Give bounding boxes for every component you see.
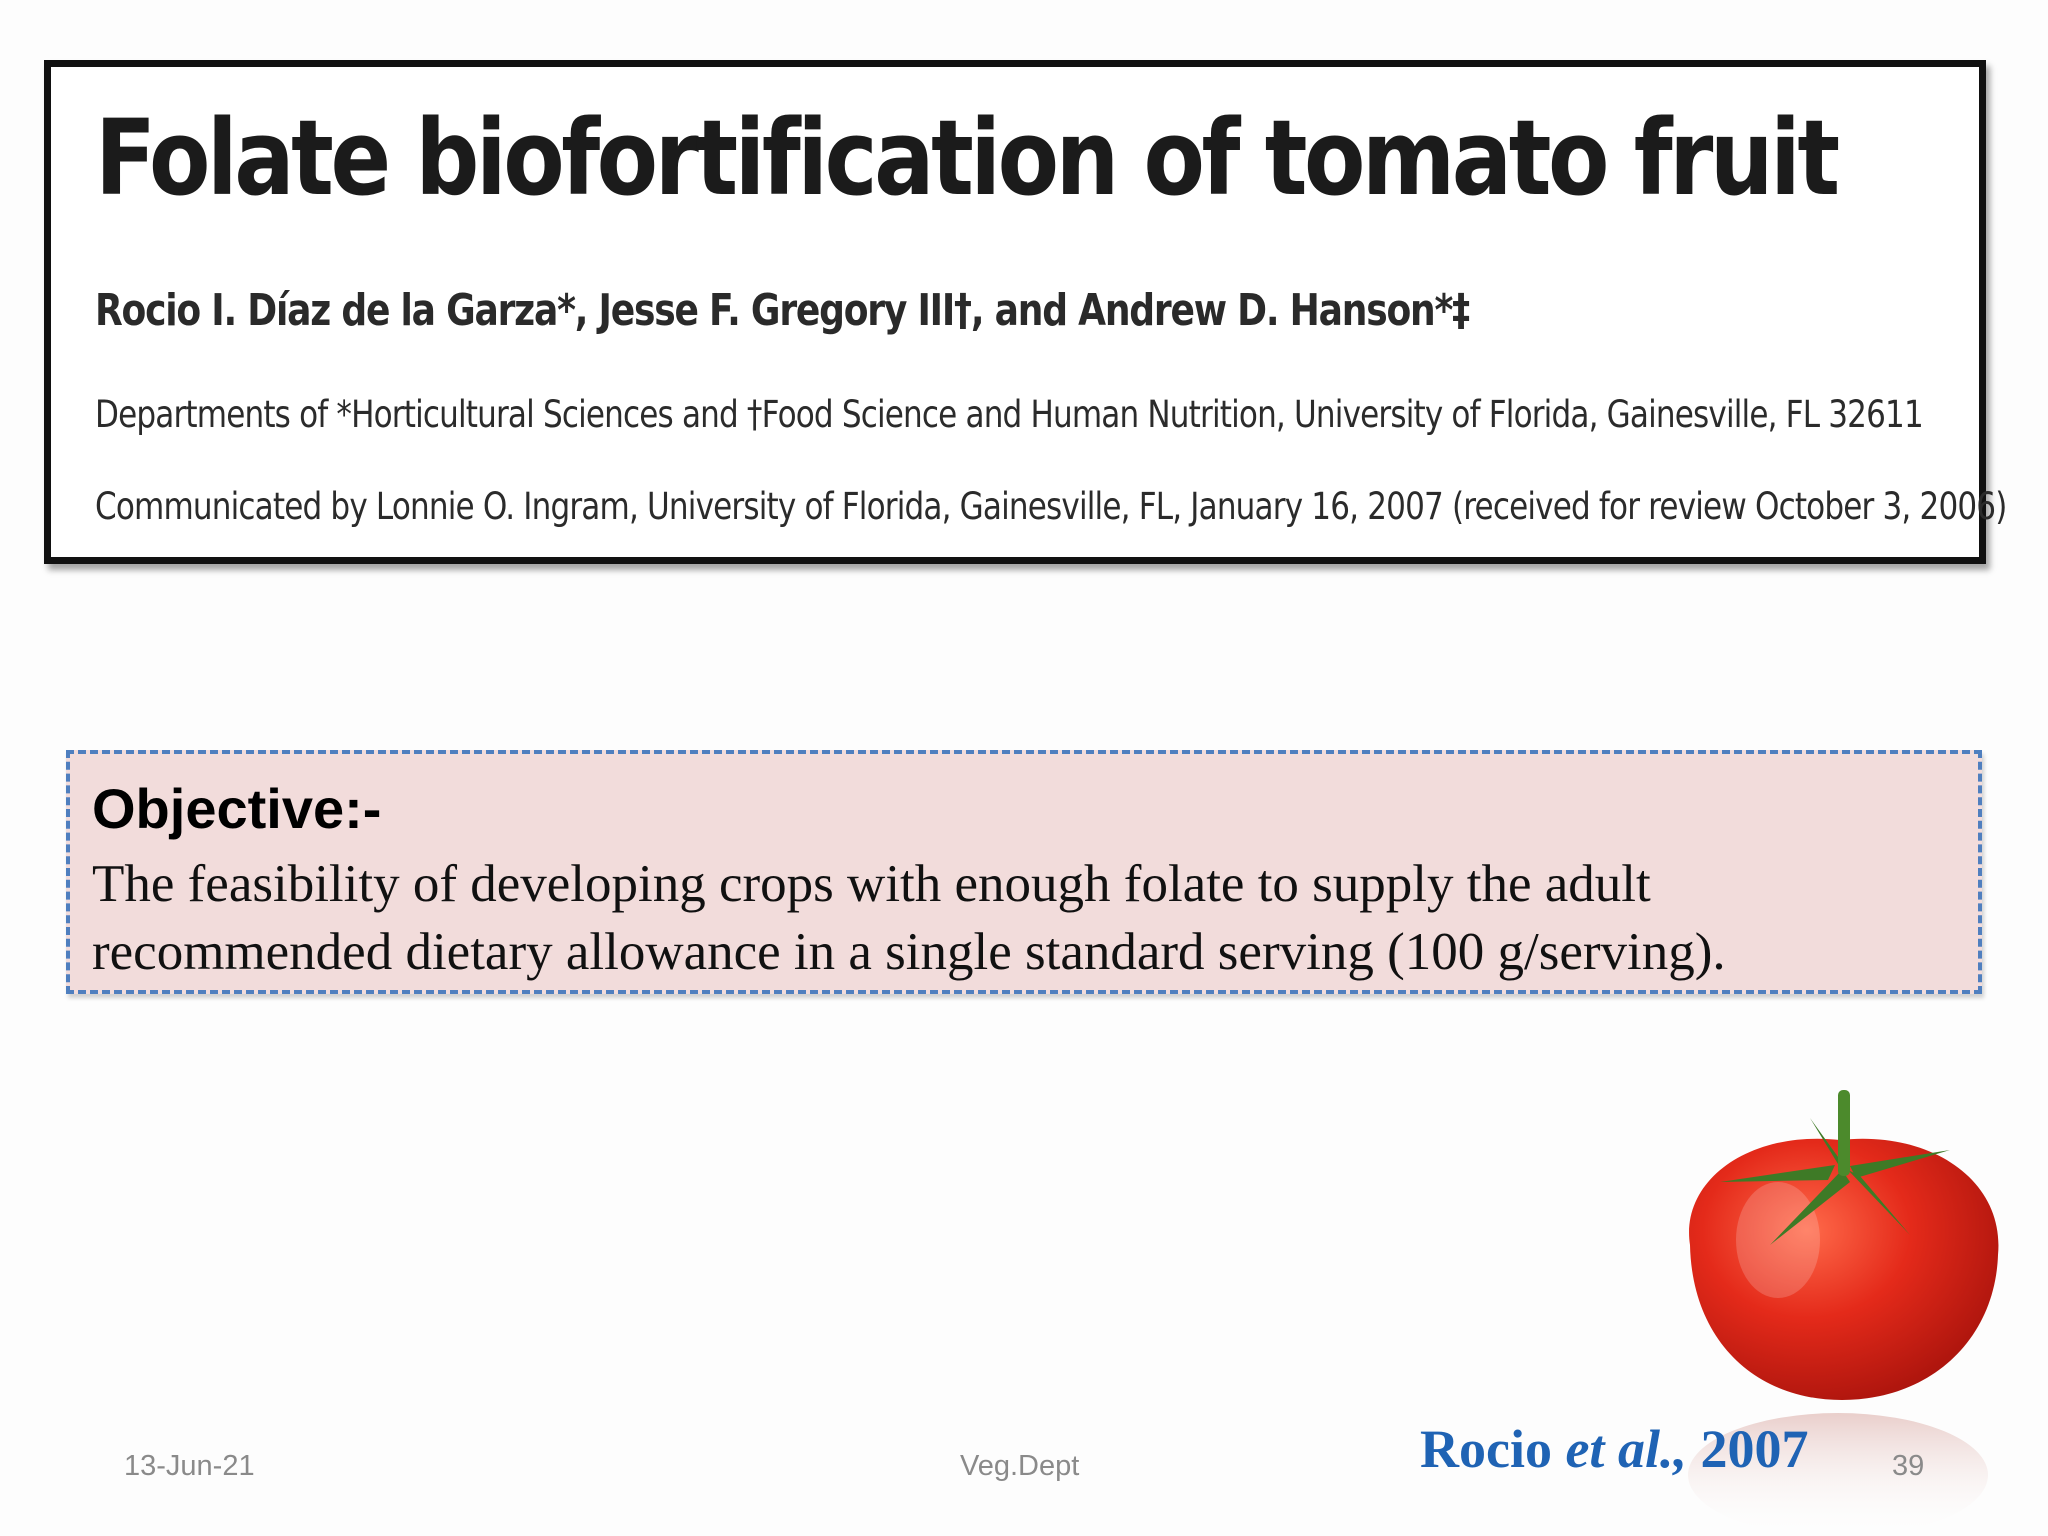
paper-header-box [44,60,2007,564]
paper-departments: Departments of *Horticultural Sciences and †Food Science and Human Nutrition, University of Florida, Gainesville, FL 32611 [95,393,1923,436]
objective-text: The feasibility of developing crops with enough folate to supply the adult recommended dietary allowance in a single standard serving (100 g/serving). [92,855,1726,981]
footer-date: 13-Jun-21 [124,1450,255,1482]
paper-title: Folate biofortification of tomato fruit [95,97,1837,219]
citation [1420,1418,1808,1480]
paper-communicated: Communicated by Lonnie O. Ingram, University of Florida, Gainesville, FL, January 16, 2007 (received for review October 3, 2006) [95,485,2007,528]
citation-year: 2007 [1700,1419,1809,1479]
objective-box [66,750,1982,994]
citation-etal: et al., [1565,1419,1687,1479]
citation-author: Rocio [1420,1419,1552,1479]
objective-heading: Objective:- [92,777,382,840]
paper-authors: Rocio I. Díaz de la Garza*, Jesse F. Gregory III†, and Andrew D. Hanson*‡ [95,285,1469,336]
footer-department: Veg.Dept [960,1450,1080,1482]
page-number: 39 [1892,1450,1925,1482]
